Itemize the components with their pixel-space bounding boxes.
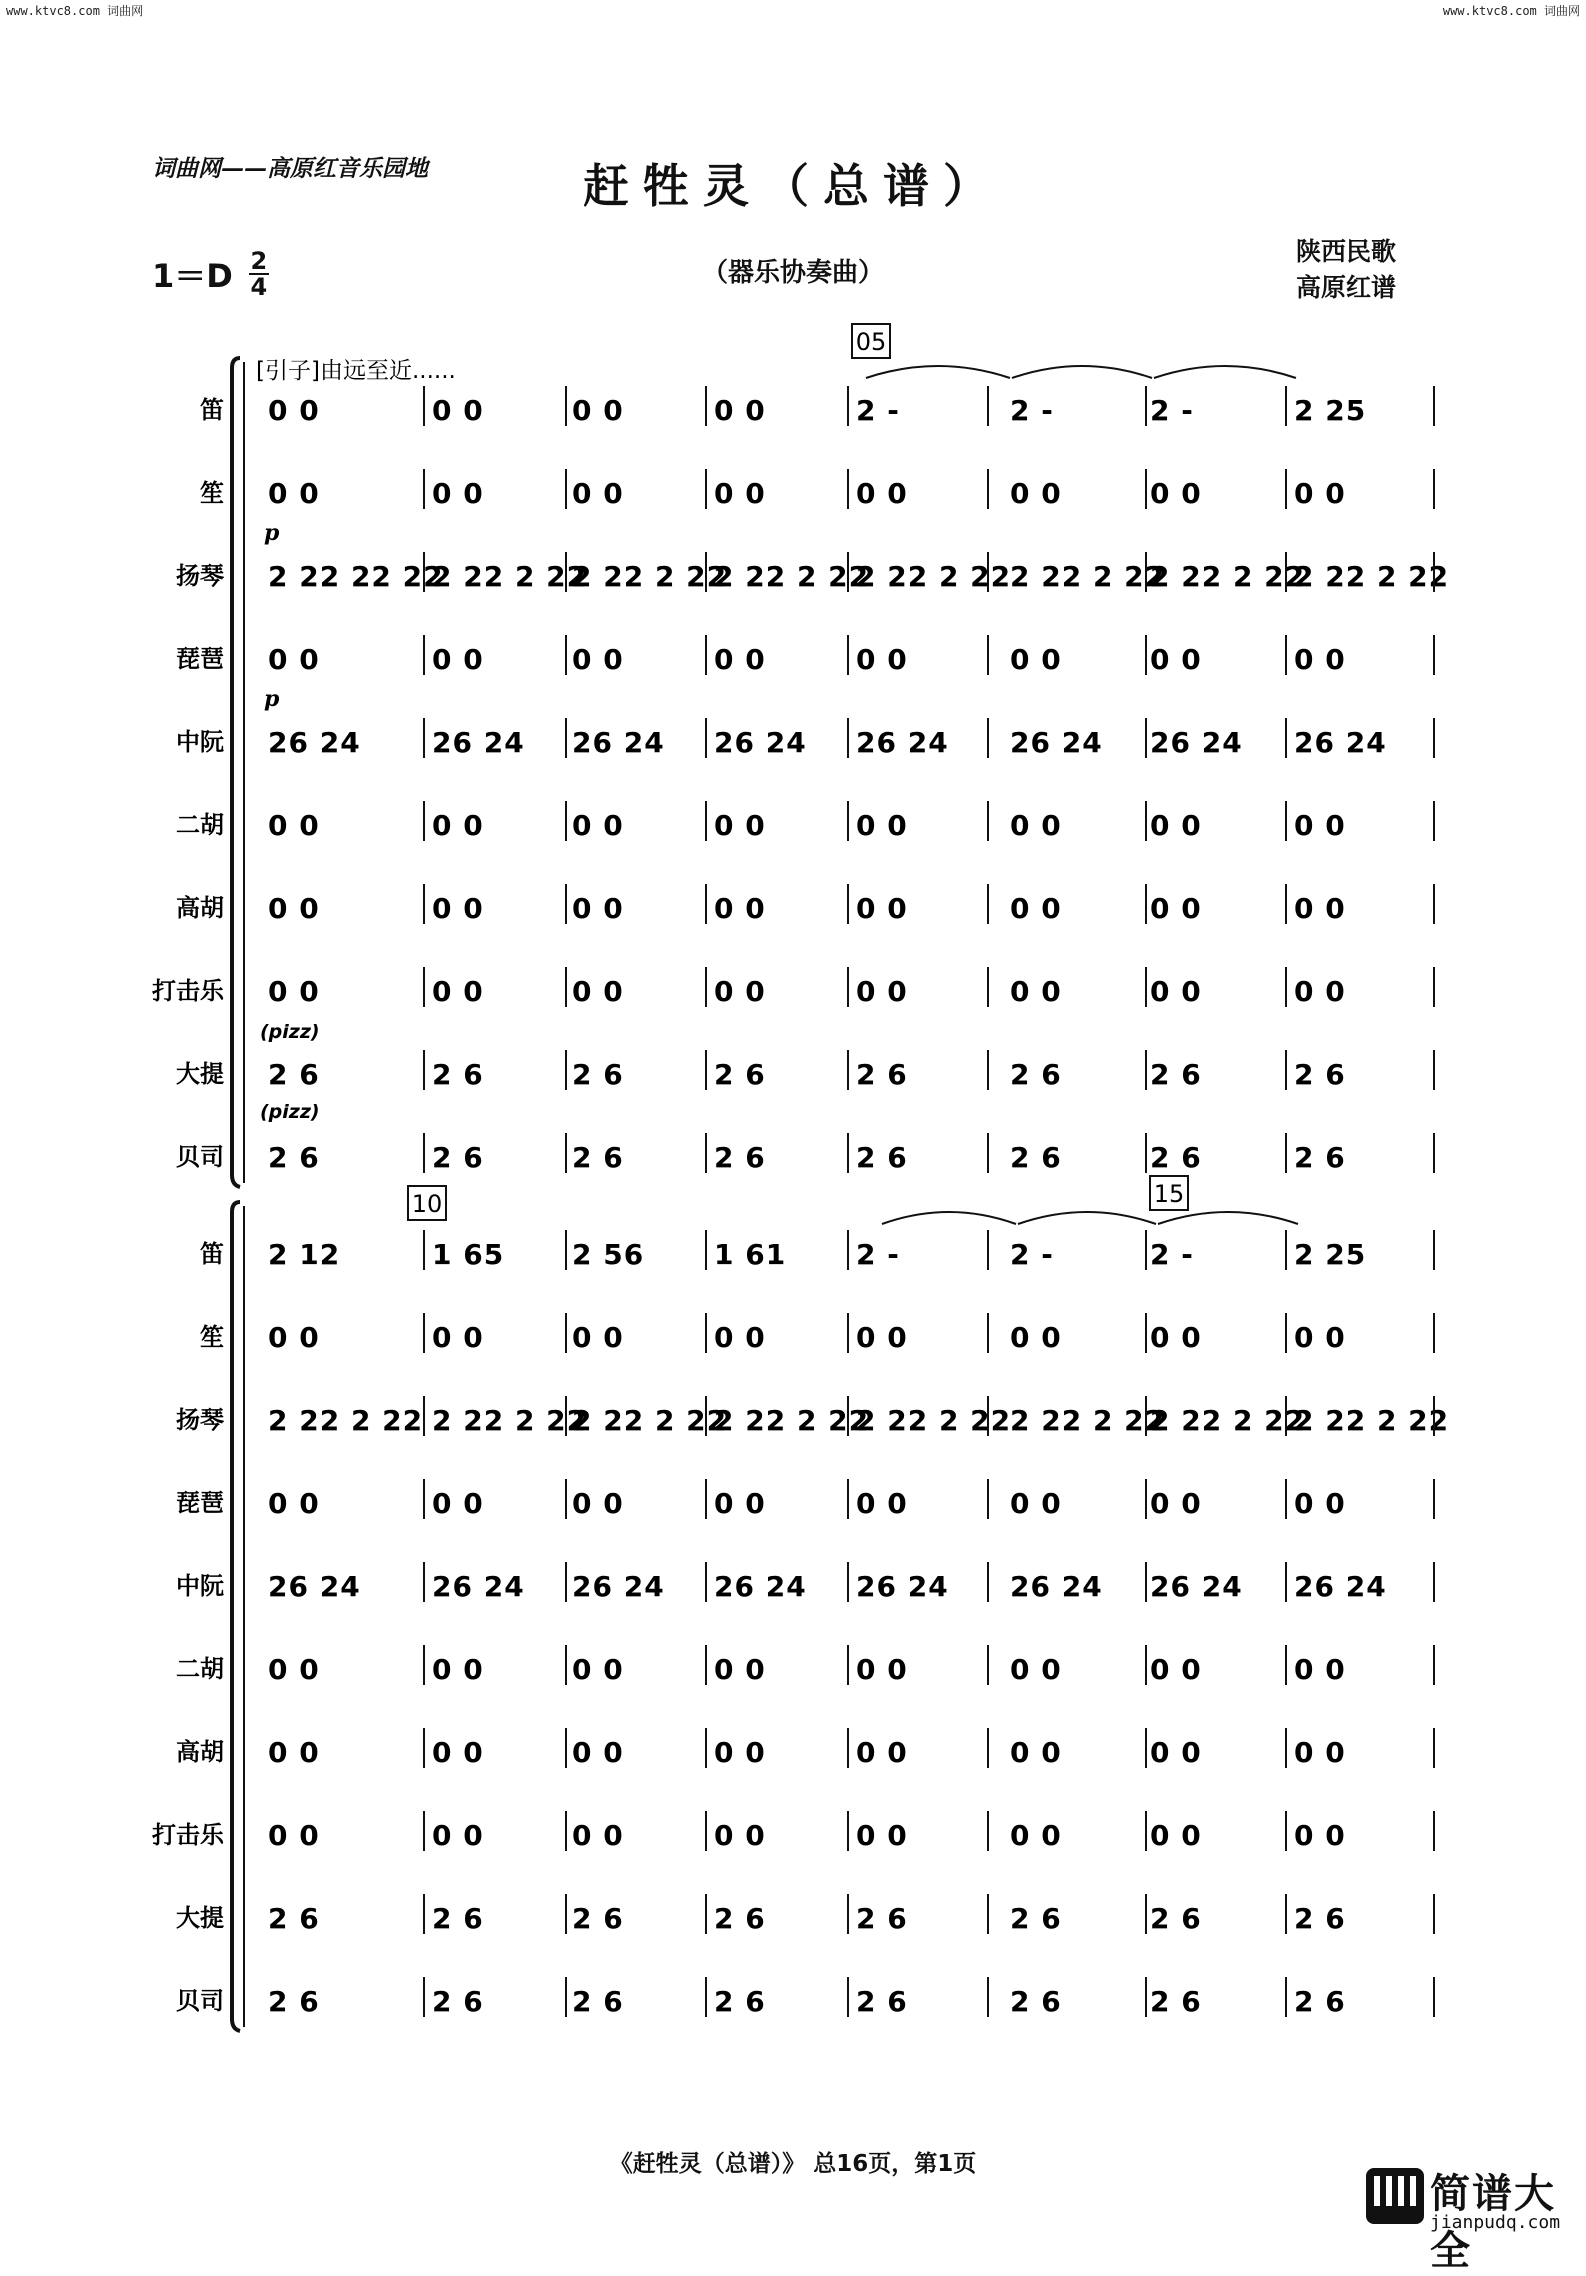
measure-notes: 2 22 2 22 — [1294, 1404, 1450, 1437]
measure-notes: 0 0 — [856, 1819, 908, 1852]
measure-notes: 2 25 — [1294, 1238, 1367, 1271]
measure-notes: 26 24 — [1294, 726, 1387, 759]
measure-notes: 0 0 — [268, 892, 320, 925]
measure-notes: 0 0 — [432, 477, 484, 510]
measure-notes: 0 0 — [432, 1736, 484, 1769]
measure-notes: 0 0 — [1010, 975, 1062, 1008]
measure-notes: 0 0 — [268, 975, 320, 1008]
instrument-label: 笛 — [200, 1240, 224, 1268]
measure-notes: 0 0 — [714, 643, 766, 676]
measure-notes: 0 0 — [1294, 892, 1346, 925]
measure-notes: 0 0 — [432, 975, 484, 1008]
measure-notes: 0 0 — [268, 394, 320, 427]
instrument-label: 中阮 — [176, 728, 224, 756]
instrument-label: 扬琴 — [176, 1406, 224, 1434]
rehearsal-mark-number: 05 — [855, 328, 887, 356]
measure-notes: 0 0 — [572, 809, 624, 842]
measure-notes: 2 22 2 22 — [572, 1404, 728, 1437]
measure-notes: 2 - — [1010, 1238, 1054, 1271]
measure-notes: 2 6 — [1294, 1902, 1346, 1935]
measure-notes: 2 22 2 22 — [714, 1404, 870, 1437]
measure-notes: 0 0 — [856, 1736, 908, 1769]
logo-url: jianpudq.com — [1430, 2212, 1561, 2233]
measure-notes: 0 0 — [714, 975, 766, 1008]
measure-notes: 2 22 2 22 — [1150, 1404, 1306, 1437]
instrument-label: 打击乐 — [152, 977, 224, 1005]
page-footer: 《赶牲灵（总谱）》 总16页，第1页 — [609, 2151, 977, 2177]
measure-notes: 2 22 2 22 — [1294, 560, 1450, 593]
measure-notes: 2 22 2 22 — [856, 560, 1012, 593]
measure-notes: 26 24 — [1010, 726, 1103, 759]
measure-notes: 0 0 — [1294, 477, 1346, 510]
measure-notes: 2 6 — [1294, 1058, 1346, 1091]
measure-notes: 2 6 — [856, 1058, 908, 1091]
measure-notes: 2 - — [1010, 394, 1054, 427]
measure-notes: 0 0 — [1150, 477, 1202, 510]
measure-notes: 0 0 — [714, 1321, 766, 1354]
measure-notes: 2 6 — [1294, 1985, 1346, 2018]
instrument-label: 高胡 — [176, 1738, 224, 1766]
measure-notes: 26 24 — [856, 726, 949, 759]
instrument-label: 扬琴 — [176, 562, 224, 590]
rehearsal-mark-number: 15 — [1153, 1180, 1185, 1208]
measure-notes: 0 0 — [1150, 1487, 1202, 1520]
measure-notes: 0 0 — [268, 1653, 320, 1686]
measure-notes: 0 0 — [268, 1736, 320, 1769]
measure-notes: 0 0 — [1294, 1487, 1346, 1520]
instrument-label: 二胡 — [176, 811, 224, 839]
score-title: 赶牲灵（总谱） — [583, 159, 1003, 213]
time-top: 2 — [250, 247, 268, 275]
measure-notes: 2 6 — [268, 1141, 320, 1174]
rehearsal-mark-number: 10 — [411, 1190, 443, 1218]
tie-arc — [1158, 1212, 1298, 1224]
measure-notes: 2 22 2 22 — [714, 560, 870, 593]
measure-notes: 2 6 — [1010, 1902, 1062, 1935]
measure-notes: 2 12 — [268, 1238, 341, 1271]
measure-notes: 2 6 — [714, 1902, 766, 1935]
measure-notes: 0 0 — [1150, 1321, 1202, 1354]
measure-notes: 0 0 — [268, 643, 320, 676]
measure-notes: 2 6 — [432, 1058, 484, 1091]
instrument-label: 二胡 — [176, 1655, 224, 1683]
measure-notes: 2 22 2 22 — [1150, 560, 1306, 593]
measure-notes: 2 22 2 22 — [1010, 560, 1166, 593]
dynamic-mark: p — [264, 686, 280, 712]
measure-notes: 26 24 — [1010, 1570, 1103, 1603]
measure-notes: 2 6 — [856, 1902, 908, 1935]
measure-notes: 2 6 — [1150, 1985, 1202, 2018]
measure-notes: 2 6 — [572, 1058, 624, 1091]
tie-arc — [1018, 1212, 1156, 1224]
tie-arc — [1012, 366, 1152, 378]
measure-notes: 0 0 — [432, 1653, 484, 1686]
measure-notes: 2 6 — [714, 1985, 766, 2018]
measure-notes: 0 0 — [268, 809, 320, 842]
measure-notes: 26 24 — [432, 726, 525, 759]
measure-notes: 2 6 — [268, 1985, 320, 2018]
measure-notes: 0 0 — [432, 892, 484, 925]
watermark-left: www.ktvc8.com 词曲网 — [6, 4, 144, 18]
measure-notes: 0 0 — [1010, 1653, 1062, 1686]
pizz-annotation: (pizz) — [260, 1021, 320, 1043]
measure-notes: 2 6 — [572, 1985, 624, 2018]
measure-notes: 0 0 — [572, 1487, 624, 1520]
system-bracket — [232, 1202, 240, 2031]
measure-notes: 0 0 — [714, 1819, 766, 1852]
measure-notes: 0 0 — [856, 892, 908, 925]
measure-notes: 0 0 — [1150, 892, 1202, 925]
instrument-label: 大提 — [176, 1904, 224, 1932]
measure-notes: 0 0 — [714, 892, 766, 925]
measure-notes: 0 0 — [1294, 975, 1346, 1008]
measure-notes: 0 0 — [1294, 1819, 1346, 1852]
measure-notes: 0 0 — [432, 643, 484, 676]
measure-notes: 2 6 — [572, 1902, 624, 1935]
measure-notes: 2 6 — [1010, 1058, 1062, 1091]
measure-notes: 0 0 — [856, 809, 908, 842]
measure-notes: 26 24 — [268, 726, 361, 759]
measure-notes: 0 0 — [856, 477, 908, 510]
instrument-label: 高胡 — [176, 894, 224, 922]
watermark-right: www.ktvc8.com 词曲网 — [1442, 4, 1580, 18]
measure-notes: 0 0 — [572, 892, 624, 925]
measure-notes: 2 56 — [572, 1238, 645, 1271]
measure-notes: 0 0 — [432, 1321, 484, 1354]
measure-notes: 0 0 — [1010, 1321, 1062, 1354]
instrument-label: 笙 — [200, 479, 224, 507]
measure-notes: 2 22 2 22 — [268, 1404, 424, 1437]
measure-notes: 0 0 — [714, 1736, 766, 1769]
measure-notes: 26 24 — [714, 726, 807, 759]
intro-annotation: [引子]由远至近...... — [256, 358, 456, 384]
measure-notes: 0 0 — [856, 1653, 908, 1686]
measure-notes: 0 0 — [856, 975, 908, 1008]
instrument-label: 中阮 — [176, 1572, 224, 1600]
instrument-label: 琵琶 — [176, 1489, 224, 1517]
instrument-label: 大提 — [176, 1060, 224, 1088]
measure-notes: 0 0 — [432, 1487, 484, 1520]
measure-notes: 0 0 — [432, 394, 484, 427]
measure-notes: 0 0 — [572, 1321, 624, 1354]
measure-notes: 26 24 — [714, 1570, 807, 1603]
measure-notes: 0 0 — [572, 1653, 624, 1686]
measure-notes: 0 0 — [1010, 892, 1062, 925]
measure-notes: 0 0 — [1010, 643, 1062, 676]
measure-notes: 2 - — [856, 1238, 900, 1271]
measure-notes: 0 0 — [1294, 809, 1346, 842]
measure-notes: 0 0 — [268, 1321, 320, 1354]
tie-arc — [866, 366, 1010, 378]
measure-notes: 0 0 — [432, 1819, 484, 1852]
logo-text: 简谱大全 — [1430, 2171, 1556, 2274]
measure-notes: 2 6 — [572, 1141, 624, 1174]
measure-notes: 1 65 — [432, 1238, 505, 1271]
measure-notes: 0 0 — [714, 1487, 766, 1520]
measure-notes: 0 0 — [1010, 809, 1062, 842]
measure-notes: 0 0 — [1294, 1736, 1346, 1769]
measure-notes: 0 0 — [572, 1736, 624, 1769]
site-logo — [1366, 2160, 1578, 2274]
pizz-annotation: (pizz) — [260, 1101, 320, 1123]
measure-notes: 2 22 22 22 — [268, 560, 444, 593]
measure-notes: 26 24 — [572, 726, 665, 759]
instrument-label: 琵琶 — [176, 645, 224, 673]
measure-notes: 26 24 — [432, 1570, 525, 1603]
measure-notes: 2 22 2 22 — [856, 1404, 1012, 1437]
piano-keys-icon — [1366, 2168, 1424, 2224]
measure-notes: 0 0 — [714, 477, 766, 510]
measure-notes: 2 6 — [1294, 1141, 1346, 1174]
measure-notes: 0 0 — [572, 1819, 624, 1852]
measure-notes: 0 0 — [714, 809, 766, 842]
measure-notes: 0 0 — [1150, 1653, 1202, 1686]
measure-notes: 0 0 — [432, 809, 484, 842]
measure-notes: 2 - — [1150, 394, 1194, 427]
measure-notes: 2 6 — [268, 1058, 320, 1091]
measure-notes: 2 25 — [1294, 394, 1367, 427]
measure-notes: 2 22 2 22 — [1010, 1404, 1166, 1437]
system-bracket — [232, 358, 240, 1187]
instrument-label: 打击乐 — [152, 1821, 224, 1849]
measure-notes: 2 6 — [1150, 1902, 1202, 1935]
measure-notes: 0 0 — [1150, 1819, 1202, 1852]
time-bottom: 4 — [250, 273, 268, 301]
measure-notes: 2 6 — [714, 1141, 766, 1174]
measure-notes: 0 0 — [1294, 1653, 1346, 1686]
measure-notes: 2 6 — [432, 1985, 484, 2018]
dynamic-mark: p — [264, 520, 280, 546]
measure-notes: 0 0 — [1150, 643, 1202, 676]
measure-notes: 0 0 — [714, 1653, 766, 1686]
composer-arranger: 高原红谱 — [1296, 273, 1397, 302]
measure-notes: 0 0 — [572, 394, 624, 427]
measure-notes: 2 6 — [1150, 1058, 1202, 1091]
measure-notes: 2 6 — [714, 1058, 766, 1091]
measure-notes: 2 6 — [856, 1141, 908, 1174]
measure-notes: 26 24 — [1294, 1570, 1387, 1603]
tie-arc — [882, 1212, 1016, 1224]
measure-notes: 2 6 — [268, 1902, 320, 1935]
measure-notes: 2 22 2 22 — [432, 1404, 588, 1437]
measure-notes: 26 24 — [1150, 726, 1243, 759]
measure-notes: 26 24 — [1150, 1570, 1243, 1603]
measure-notes: 2 6 — [1010, 1985, 1062, 2018]
measure-notes: 26 24 — [856, 1570, 949, 1603]
measure-notes: 0 0 — [1010, 1487, 1062, 1520]
measure-notes: 0 0 — [268, 1819, 320, 1852]
measure-notes: 0 0 — [1010, 1736, 1062, 1769]
measure-notes: 2 6 — [1150, 1141, 1202, 1174]
measure-notes: 2 22 2 22 — [432, 560, 588, 593]
instrument-label: 笙 — [200, 1323, 224, 1351]
measure-notes: 0 0 — [856, 1321, 908, 1354]
score-subtitle: （器乐协奏曲） — [701, 258, 884, 288]
measure-notes: 0 0 — [714, 394, 766, 427]
tie-arc — [1154, 366, 1296, 378]
composer-origin: 陕西民歌 — [1296, 237, 1397, 266]
measure-notes: 1 61 — [714, 1238, 787, 1271]
measure-notes: 2 22 2 22 — [572, 560, 728, 593]
measure-notes: 26 24 — [572, 1570, 665, 1603]
measure-notes: 0 0 — [1294, 1321, 1346, 1354]
measure-notes: 0 0 — [856, 643, 908, 676]
measure-notes: 0 0 — [572, 477, 624, 510]
measure-notes: 0 0 — [268, 1487, 320, 1520]
instrument-label: 贝司 — [176, 1987, 224, 2015]
measure-notes: 2 6 — [1010, 1141, 1062, 1174]
measure-notes: 0 0 — [1150, 975, 1202, 1008]
site-credit: 词曲网——高原红音乐园地 — [152, 155, 428, 182]
measure-notes: 2 - — [856, 394, 900, 427]
measure-notes: 0 0 — [572, 975, 624, 1008]
measure-notes: 2 6 — [856, 1985, 908, 2018]
measure-notes: 0 0 — [1150, 1736, 1202, 1769]
instrument-label: 贝司 — [176, 1143, 224, 1171]
measure-notes: 2 6 — [432, 1902, 484, 1935]
measure-notes: 0 0 — [268, 477, 320, 510]
measure-notes: 26 24 — [268, 1570, 361, 1603]
measure-notes: 0 0 — [1010, 1819, 1062, 1852]
measure-notes: 0 0 — [856, 1487, 908, 1520]
measure-notes: 0 0 — [1294, 643, 1346, 676]
measure-notes: 2 - — [1150, 1238, 1194, 1271]
measure-notes: 2 6 — [432, 1141, 484, 1174]
key-label: 1＝D — [152, 257, 233, 295]
instrument-label: 笛 — [200, 396, 224, 424]
measure-notes: 0 0 — [572, 643, 624, 676]
measure-notes: 0 0 — [1010, 477, 1062, 510]
measure-notes: 0 0 — [1150, 809, 1202, 842]
